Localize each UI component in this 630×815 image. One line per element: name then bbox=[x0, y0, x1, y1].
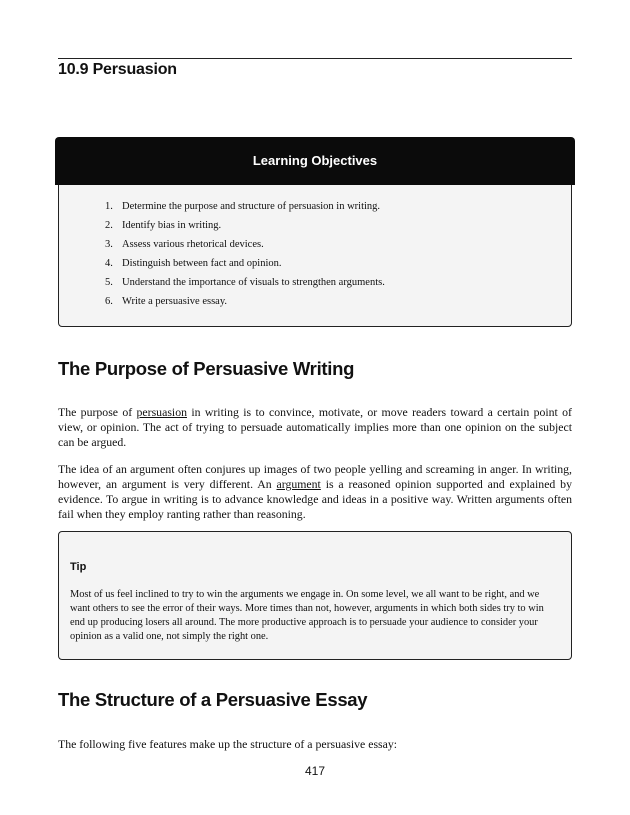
list-item-text: Assess various rhetorical devices. bbox=[122, 239, 264, 250]
purpose-paragraph-1 bbox=[58, 405, 572, 450]
paragraph-text: in writing is to convince, motivate, or move readers toward a certain point of view, or opinion. The act of trying to persuade automatically implies more than one opinion on the subject can be argued. bbox=[58, 405, 572, 449]
paragraph-text: The idea of an argument often conjures up images of two people yelling and screaming in anger. In writing, however, an argument is very different. An bbox=[58, 462, 572, 491]
list-item-text: Write a persuasive essay. bbox=[122, 296, 228, 307]
list-item-text: Understand the importance of visuals to strengthen arguments. bbox=[122, 277, 385, 288]
structure-heading: The Structure of a Persuasive Essay bbox=[58, 689, 368, 710]
purpose-heading: The Purpose of Persuasive Writing bbox=[58, 358, 355, 379]
tip-title: Tip bbox=[70, 561, 87, 573]
list-item bbox=[105, 200, 385, 219]
list-item-text: Determine the purpose and structure of persuasion in writing. bbox=[122, 201, 381, 212]
list-item-number: 4. bbox=[105, 258, 113, 269]
list-item bbox=[105, 257, 385, 276]
paragraph-text: is a reasoned opinion supported and explained by evidence. To argue in writing is to advance knowledge and ideas in a positive way. Written arguments often fail when they employ ranting rather than reasoning. bbox=[58, 477, 572, 521]
list-item-number: 3. bbox=[105, 239, 113, 250]
list-item bbox=[105, 276, 385, 295]
header-rule bbox=[58, 58, 572, 59]
purpose-paragraph-2 bbox=[58, 462, 572, 522]
list-item-number: 2. bbox=[105, 220, 113, 231]
list-item-number: 5. bbox=[105, 277, 113, 288]
list-item bbox=[105, 295, 385, 314]
list-item bbox=[105, 219, 385, 238]
learning-objectives-header: Learning Objectives bbox=[55, 137, 575, 185]
list-item bbox=[105, 238, 385, 257]
list-item-text: Identify bias in writing. bbox=[122, 220, 222, 231]
persuasion-term-link[interactable]: persuasion bbox=[136, 405, 187, 419]
paragraph-text: The purpose of bbox=[58, 405, 137, 419]
argument-term-link[interactable]: argument bbox=[276, 477, 321, 491]
list-item-text: Distinguish between fact and opinion. bbox=[122, 258, 282, 269]
tip-text: Most of us feel inclined to try to win the arguments we engage in. On some level, we all want to be right, and we want others to see the error of their ways. More times than not, however, arguments in which both sides try to win end up producing losers all around. The more productive approach is to persuade your audience to consider your opinion as a valid one, not simply the right one. bbox=[70, 589, 544, 642]
page-number: 417 bbox=[304, 764, 326, 778]
list-item-number: 1. bbox=[105, 201, 113, 212]
section-title: 10.9 Persuasion bbox=[58, 61, 177, 78]
structure-intro: The following five features make up the structure of a persuasive essay: bbox=[58, 737, 398, 751]
list-item-number: 6. bbox=[105, 296, 113, 307]
learning-objectives-list bbox=[105, 200, 385, 314]
